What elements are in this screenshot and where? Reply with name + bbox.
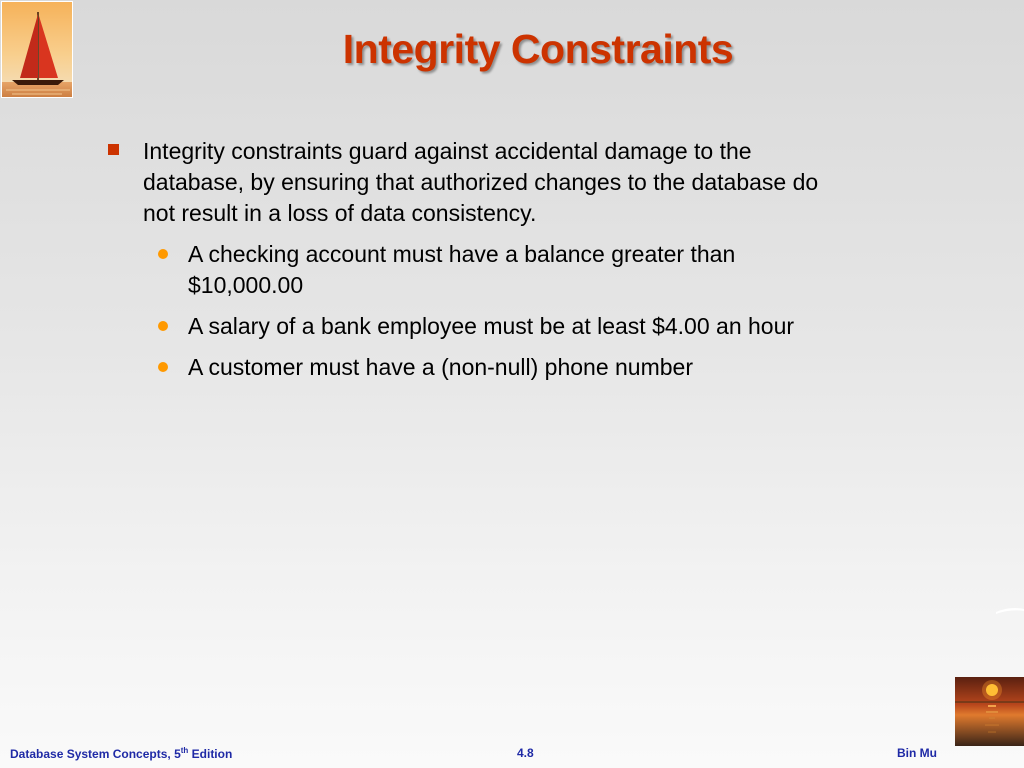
footer-edition-superscript: th — [180, 746, 189, 755]
slide-content — [106, 136, 846, 393]
footer-book-title — [10, 747, 232, 761]
main-bullet — [106, 136, 846, 229]
dot-bullet-icon — [158, 362, 168, 372]
sunset-icon — [955, 677, 1024, 746]
footer-edition-word: Edition — [188, 747, 233, 761]
dot-bullet-icon — [158, 321, 168, 331]
main-bullet-text: Integrity constraints guard against accidental damage to the database, by ensuring that authorized changes to the database do not result in a loss of data consistency. — [143, 138, 819, 226]
sub-bullet — [106, 352, 846, 383]
sub-bullet — [106, 311, 846, 342]
slide-title: Integrity Constraints — [342, 26, 734, 72]
square-bullet-icon — [108, 144, 119, 155]
sub-bullet-text: A customer must have a (non-null) phone number — [188, 354, 693, 380]
sub-bullet-text: A checking account must have a balance greater than $10,000.00 — [188, 241, 736, 298]
footer-book-title-text: Database System Concepts, 5 — [10, 747, 181, 761]
dot-bullet-icon — [158, 249, 168, 259]
sub-bullet-list — [106, 239, 846, 383]
sub-bullet-text: A salary of a bank employee must be at least $4.00 an hour — [188, 313, 795, 339]
footer-page-number: 4.8 — [517, 746, 534, 760]
swoosh-decoration — [996, 604, 1024, 618]
footer-author: Bin Mu — [897, 746, 937, 760]
sub-bullet — [106, 239, 846, 301]
